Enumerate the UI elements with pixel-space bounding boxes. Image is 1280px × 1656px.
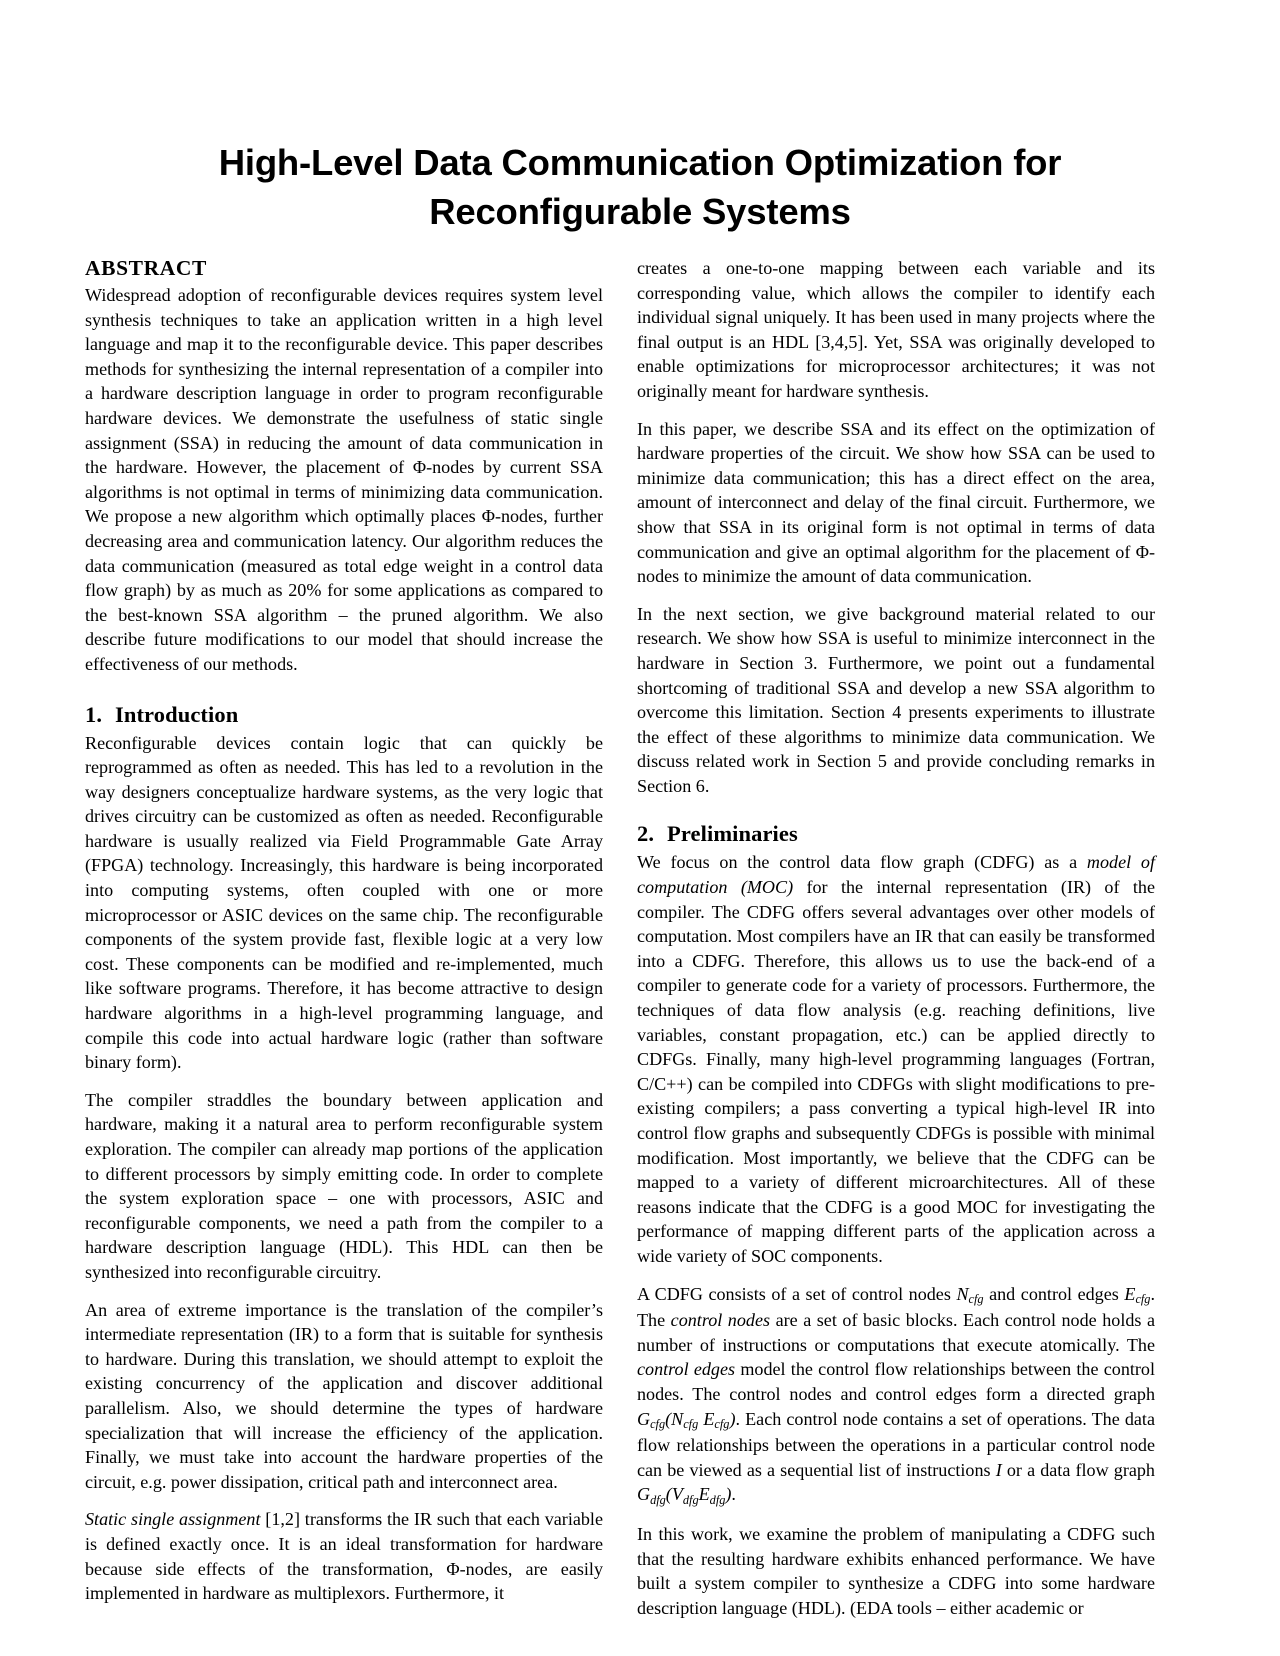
intro-paragraph-4-rest: [1,2] transforms the IR such that each variable is defined exactly once. It is an ideal transformation for hardware because side effects of the transformation, Φ-nodes, are easily implemented in hardware as multiplexors. Furthermore, it [85, 1509, 603, 1604]
spacer [85, 677, 603, 702]
right-paragraph-1: creates a one-to-one mapping between each variable and its corresponding value, which allows the compiler to identify each individual signal uniquely. It has been used in many projects where the final output is an HDL [3,4,5]. Yet, SSA was originally developed to enable optimizations for microprocessor architectures; it was not originally meant for hardware synthesis. [637, 258, 1155, 401]
math-subscript: cfg [968, 1292, 984, 1306]
math-subscript: cfg [1135, 1292, 1151, 1306]
intro-paragraph-3: An area of extreme importance is the translation of the compiler’s intermediate representation (IR) to a form that is suitable for synthesis to hardware. During this translation, we should attempt to exploit the existing concurrency of the application and discover additional parallelism. Also, we should determine the types of hardware specialization that will increase the efficiency of the application. Finally, we must take into account the hardware properties of the circuit, e.g. power dissipation, critical path and interconnect area. [85, 1299, 603, 1492]
math-symbol-i: I [995, 1459, 1002, 1480]
math-paren-close: ) [729, 1408, 736, 1429]
control-nodes-italic: control nodes [670, 1310, 771, 1331]
text-run: We focus on the control data flow graph (CDFG) as a [637, 852, 1087, 873]
text-run: are a set of basic blocks. Each control node holds a number of instructions or computations that execute atomically. The [637, 1310, 1156, 1355]
text-run: A CDFG consists of a set of control nodes [637, 1283, 957, 1304]
two-column-body [85, 256, 1155, 1620]
math-subscript: dfg [709, 1492, 726, 1507]
math-base: E [703, 1408, 715, 1429]
section-title: Introduction [115, 701, 239, 727]
section-title: Preliminaries [667, 821, 798, 847]
right-paragraph-2: In this paper, we describe SSA and its effect on the optimization of hardware properties of the circuit. We show how SSA can be used to minimize data communication; this has a direct effect on the area, amount of interconnect and delay of the final circuit. Furthermore, we show that SSA in its original form is not optimal in terms of data communication and give an optimal algorithm for the placement of Φ-nodes to minimize the amount of data communication. [637, 418, 1155, 587]
preliminaries-paragraph-2 [637, 1282, 1155, 1509]
math-base: V [671, 1484, 683, 1505]
moc-term-italic: model of computation (MOC) [637, 852, 1155, 898]
math-symbol-e-cfg [1124, 1284, 1150, 1304]
text-run: and control edges [983, 1283, 1125, 1304]
text-run: or a data flow graph [1001, 1459, 1155, 1480]
section-number: 2. [637, 821, 655, 847]
math-symbol-g-dfg [637, 1484, 732, 1507]
control-edges-italic: control edges [637, 1359, 736, 1380]
section-heading-introduction [85, 702, 603, 728]
section-number: 1. [85, 701, 103, 727]
math-subscript: cfg [714, 1416, 730, 1431]
math-base: N [956, 1283, 969, 1304]
ssa-term-italic: Static single assignment [85, 1509, 261, 1530]
math-paren-open: ( [665, 1408, 672, 1429]
preliminaries-paragraph-1 [637, 850, 1155, 1268]
abstract-paragraph: Widespread adoption of reconfigurable devices requires system level synthesis techniques to take an application written in a high level language and map it to the reconfigurable device. This paper describes methods for synthesizing the internal representation of a compiler into a hardware description language in order to program reconfigurable hardware devices. We demonstrate the usefulness of static single assignment (SSA) in reducing the amount of data communication in the hardware. However, the placement of Φ-nodes by current SSA algorithms is not optimal in terms of minimizing data communication. We propose a new algorithm which optimally places Φ-nodes, further decreasing area and communication latency. Our algorithm reduces the data communication (measured as total edge weight in a control data flow graph) by as much as 20% for some applications as compared to the best-known SSA algorithm – the pruned algorithm. We also describe future modifications to our model that should increase the effectiveness of our methods. [85, 285, 603, 674]
page-title: High-Level Data Communication Optimization for Reconfigurable Systems [218, 142, 1062, 232]
text-run: . The [637, 1283, 1155, 1331]
right-paragraph-3: In the next section, we give background material related to our research. We show how SSA is useful to minimize interconnect in the hardware in Section 3. Furthermore, we point out a fundamental shortcoming of traditional SSA and develop a new SSA algorithm to overcome this limitation. Section 4 presents experiments to illustrate the effect of these algorithms to minimize data communication. We discuss related work in Section 5 and provide concluding remarks in Section 6. [637, 603, 1155, 796]
math-base: E [1124, 1283, 1136, 1304]
math-subscript: cfg [683, 1416, 699, 1431]
right-column [637, 256, 1155, 1620]
intro-paragraph-4 [85, 1507, 603, 1605]
spacer [637, 798, 1155, 821]
text-run: for the internal representation (IR) of the compiler. The CDFG offers several advantages over other models of computation. Most compilers have an IR that can easily be transformed into a CDFG. Therefore, this allows us to use the back-end of a compiler to generate code for a variety of processors. Furthermore, the techniques of data flow analysis (e.g. reaching definitions, live variables, constant propagation, etc.) can be applied directly to CDFGs. Finally, many high-level programming languages (Fortran, C/C++) can be compiled into CDFGs with slight modifications to pre-existing compilers; a pass converting a typical high-level IR into control flow graphs and subsequently CDFGs is possible with minimal modification. Most importantly, we believe that the CDFG can be mapped to a variety of different microarchitectures. All of these reasons indicate that the CDFG is a good MOC for investigating the performance of mapping different parts of the application across a wide variety of SOC components. [637, 877, 1155, 1266]
math-paren-close: ) [725, 1484, 732, 1505]
section-heading-preliminaries [637, 821, 1155, 847]
text-run: model the control flow relationships between the control nodes. The control nodes and control edges form a directed graph [637, 1359, 1155, 1404]
text-run: . Each control node contains a set of operations. The data flow relationships between the operations in a particular control node can be viewed as a sequential list of instructions [637, 1408, 1155, 1480]
text-run: . [731, 1484, 736, 1505]
math-subscript: cfg [650, 1416, 666, 1431]
abstract-heading: ABSTRACT [85, 256, 207, 280]
math-symbol-n-cfg [956, 1284, 983, 1304]
intro-paragraph-1: Reconfigurable devices contain logic that can quickly be reprogrammed as often as needed. This has led to a revolution in the way designers conceptualize hardware systems, as the very logic that drives circuitry can be customized as often as needed. Reconfigurable hardware is usually realized via Field Programmable Gate Array (FPGA) technology. Increasingly, this hardware is being incorporated into computing systems, often coupled with one or more microprocessor or ASIC devices on the same chip. The reconfigurable components of the system provide fast, flexible logic at a very low cost. These components can be modified and re-implemented, much like software programs. Therefore, it has become attractive to design hardware algorithms in a high-level programming language, and compile this code into actual hardware logic (rather than software binary form). [85, 732, 603, 1073]
math-subscript: dfg [682, 1492, 699, 1507]
left-column [85, 256, 603, 1606]
intro-paragraph-2: The compiler straddles the boundary between application and hardware, making it a natural area to perform reconfigurable system exploration. The compiler can already map portions of the application to different processors by simply emitting code. In order to complete the system exploration space – one with processors, ASIC and reconfigurable components, we need a path from the compiler to a hardware description language (HDL). This HDL can then be synthesized into reconfigurable circuitry. [85, 1089, 603, 1282]
math-base: N [671, 1408, 684, 1429]
preliminaries-paragraph-3: In this work, we examine the problem of manipulating a CDFG such that the resulting hardware exhibits enhanced performance. We have built a system compiler to synthesize a CDFG into some hardware description language (HDL). (EDA tools – either academic or [637, 1523, 1155, 1618]
math-base: E [698, 1484, 710, 1505]
math-base: G [637, 1408, 651, 1429]
math-subscript: dfg [650, 1492, 666, 1507]
math-paren-open: ( [665, 1484, 672, 1505]
math-base: G [637, 1484, 651, 1505]
math-symbol-g-cfg [637, 1409, 735, 1429]
